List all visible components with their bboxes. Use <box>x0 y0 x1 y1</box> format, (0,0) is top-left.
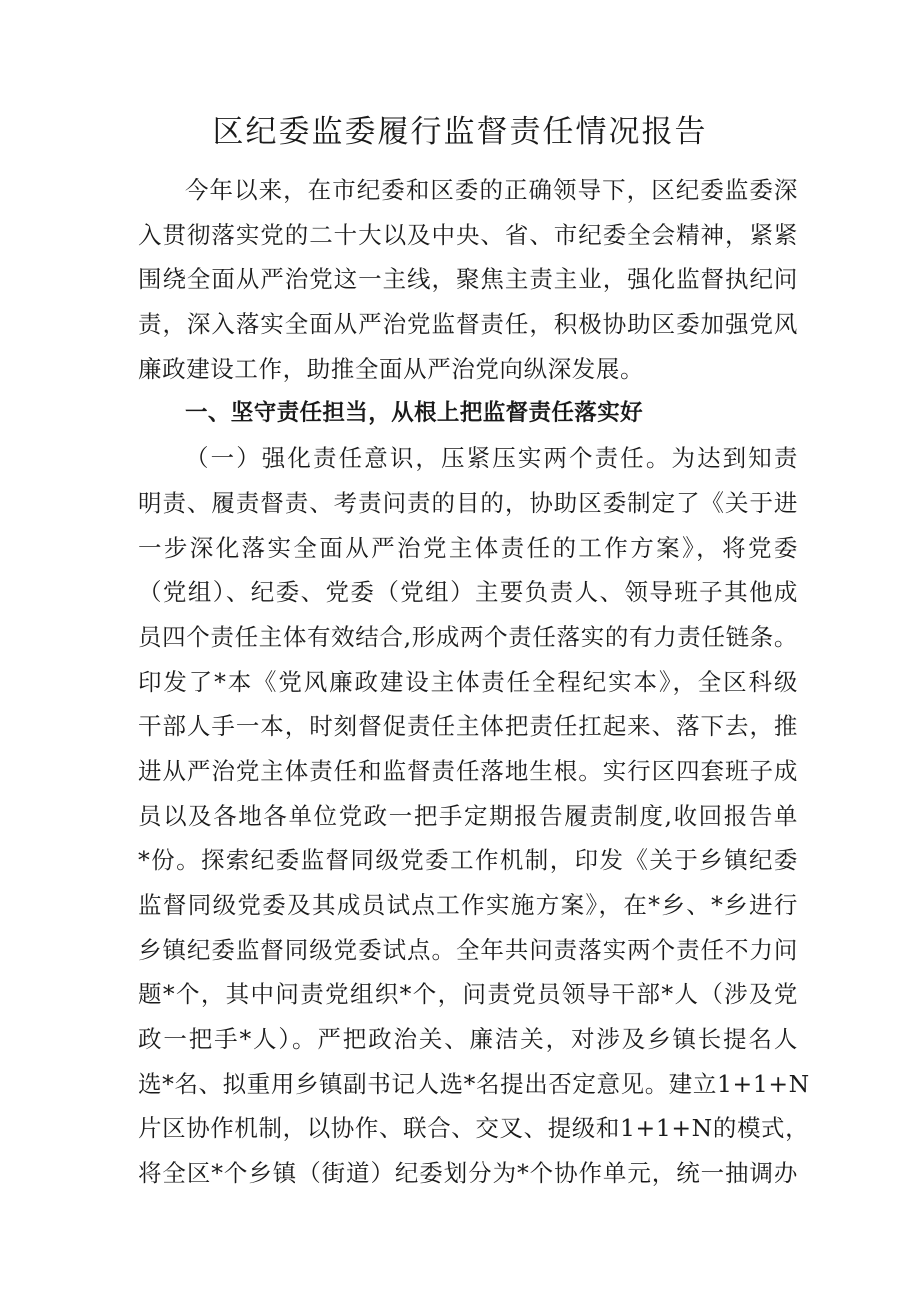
paragraph-line: （一）强化责任意识，压紧压实两个责任。为达到知责 <box>185 444 798 473</box>
paragraph-line: 进从严治党主体责任和监督责任落地生根。实行区四套班子成 <box>138 756 798 785</box>
paragraph-line: 员以及各地各单位党政一把手定期报告履责制度,收回报告单 <box>138 801 798 830</box>
section-paragraph <box>138 436 810 1196</box>
intro-paragraph <box>138 168 798 391</box>
document-title: 区纪委监委履行监督责任情况报告 <box>212 114 708 150</box>
paragraph-line: 今年以来，在市纪委和区委的正确领导下，区纪委监委深 <box>185 176 798 204</box>
paragraph-line: 选*名、拟重用乡镇副书记人选*名提出否定意见。建立1+1+N <box>138 1069 810 1098</box>
paragraph-line: 员四个责任主体有效结合,形成两个责任落实的有力责任链条。 <box>138 622 798 651</box>
paragraph-line: 政一把手*人）。严把政治关、廉洁关，对涉及乡镇长提名人 <box>138 1025 798 1054</box>
paragraph-line: 廉政建设工作，助推全面从严治党向纵深发展。 <box>138 354 645 383</box>
paragraph-line: 明责、履责督责、考责问责的目的，协助区委制定了《关于进 <box>138 488 798 517</box>
paragraph-line: 围绕全面从严治党这一主线，聚焦主责主业，强化监督执纪问 <box>138 265 798 294</box>
paragraph-line: 干部人手一本，时刻督促责任主体把责任扛起来、落下去，推 <box>138 712 798 741</box>
paragraph-line: 入贯彻落实党的二十大以及中央、省、市纪委全会精神，紧紧 <box>138 220 798 249</box>
paragraph-line: 将全区*个乡镇（街道）纪委划分为*个协作单元，统一抽调办 <box>138 1159 798 1188</box>
document-body <box>138 168 810 1196</box>
paragraph-line: 片区协作机制，以协作、联合、交叉、提级和1+1+N的模式， <box>138 1114 810 1143</box>
paragraph-line: 责，深入落实全面从严治党监督责任，积极协助区委加强党风 <box>138 310 798 339</box>
paragraph-line: 监督同级党委及其成员试点工作实施方案》，在*乡、*乡进行 <box>138 891 798 919</box>
paragraph-line: *份。探索纪委监督同级党委工作机制，印发《关于乡镇纪委 <box>138 846 798 875</box>
paragraph-line: （党组）、纪委、党委（党组）主要负责人、领导班子其他成 <box>138 578 798 607</box>
paragraph-line: 题*个，其中问责党组织*个，问责党员领导干部*人（涉及党 <box>138 980 798 1009</box>
paragraph-line: 印发了*本《党风廉政建设主体责任全程纪实本》，全区科级 <box>138 667 798 696</box>
paragraph-line: 乡镇纪委监督同级党委试点。全年共问责落实两个责任不力问 <box>138 935 798 964</box>
section-heading: 一、坚守责任担当，从根上把监督责任落实好 <box>185 400 644 427</box>
paragraph-line: 一步深化落实全面从严治党主体责任的工作方案》，将党委 <box>138 533 798 562</box>
